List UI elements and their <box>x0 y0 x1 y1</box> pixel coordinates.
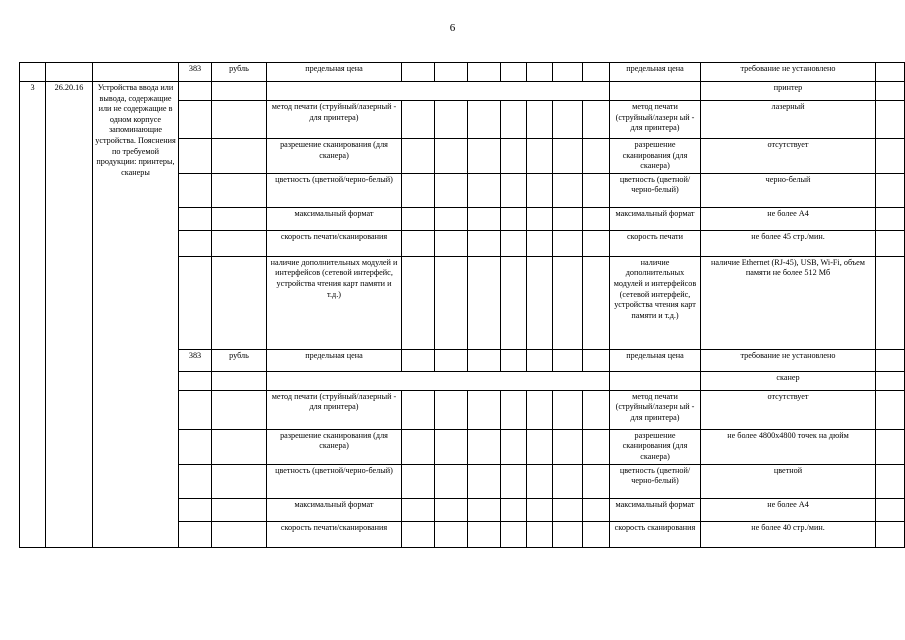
characteristic-value: не более 45 стр./мин. <box>701 230 876 256</box>
characteristic-name-2: предельная цена <box>610 349 701 371</box>
characteristic-name-2: цветность (цветной/черно-белый) <box>610 464 701 498</box>
empty-cell <box>501 230 527 256</box>
empty-cell <box>402 63 435 82</box>
block-header: сканер <box>701 371 876 390</box>
empty-cell <box>212 371 267 390</box>
empty-cell <box>583 63 610 82</box>
empty-cell <box>553 498 583 521</box>
characteristic-name-2: максимальный формат <box>610 498 701 521</box>
empty-cell <box>212 390 267 429</box>
okpd2-code: 26.20.16 <box>46 82 93 548</box>
empty-cell <box>179 390 212 429</box>
characteristic-value: требование не установлено <box>701 63 876 82</box>
empty-cell <box>876 498 905 521</box>
characteristic-name-2: разрешение сканирования (для сканера) <box>610 429 701 464</box>
empty-cell <box>527 464 553 498</box>
characteristic-name: скорость печати/сканирования <box>267 230 402 256</box>
empty-cell <box>179 256 212 349</box>
empty-cell <box>402 390 435 429</box>
characteristic-value: не более А4 <box>701 207 876 230</box>
characteristic-value: цветной <box>701 464 876 498</box>
empty-cell <box>553 139 583 174</box>
okei-code: 383 <box>179 63 212 82</box>
empty-cell <box>179 230 212 256</box>
empty-cell <box>501 139 527 174</box>
empty-cell <box>435 521 468 547</box>
empty-cell <box>468 498 501 521</box>
empty-cell <box>179 82 212 101</box>
empty-cell <box>179 371 212 390</box>
empty-cell <box>402 139 435 174</box>
characteristic-name: цветность (цветной/черно-белый) <box>267 464 402 498</box>
empty-cell <box>501 173 527 207</box>
spacer-cell <box>267 371 610 390</box>
block-header: принтер <box>701 82 876 101</box>
empty-cell <box>402 498 435 521</box>
empty-cell <box>435 349 468 371</box>
empty-cell <box>179 429 212 464</box>
empty-cell <box>553 173 583 207</box>
empty-cell <box>876 256 905 349</box>
empty-cell <box>501 498 527 521</box>
empty-cell <box>527 207 553 230</box>
empty-cell <box>468 464 501 498</box>
empty-cell <box>46 63 93 82</box>
empty-cell <box>553 101 583 139</box>
empty-cell <box>583 498 610 521</box>
empty-cell <box>212 498 267 521</box>
empty-cell <box>402 521 435 547</box>
empty-cell <box>435 101 468 139</box>
empty-cell <box>527 173 553 207</box>
empty-cell <box>527 429 553 464</box>
empty-cell <box>435 464 468 498</box>
empty-cell <box>876 429 905 464</box>
empty-cell <box>179 101 212 139</box>
empty-cell <box>402 230 435 256</box>
empty-cell <box>435 256 468 349</box>
empty-cell <box>876 207 905 230</box>
empty-cell <box>583 101 610 139</box>
empty-cell <box>501 256 527 349</box>
empty-cell <box>583 230 610 256</box>
characteristic-value: не более А4 <box>701 498 876 521</box>
empty-cell <box>179 139 212 174</box>
empty-cell <box>553 349 583 371</box>
characteristic-value: наличие Ethernet (RJ-45), USB, Wi-Fi, объем памяти не более 512 Мб <box>701 256 876 349</box>
empty-cell <box>435 207 468 230</box>
empty-cell <box>876 464 905 498</box>
characteristic-value: требование не установлено <box>701 349 876 371</box>
empty-cell <box>468 230 501 256</box>
characteristic-value: отсутствует <box>701 390 876 429</box>
characteristic-name: максимальный формат <box>267 207 402 230</box>
characteristic-name: разрешение сканирования (для сканера) <box>267 139 402 174</box>
empty-cell <box>212 101 267 139</box>
item-name: Устройства ввода или вывода, содержащие или не содержащие в одном корпусе запоминающие устройства. Пояснения по требуемой продукции: принтеры, сканеры <box>93 82 179 548</box>
empty-cell <box>876 349 905 371</box>
characteristic-name: предельная цена <box>267 63 402 82</box>
empty-cell <box>527 230 553 256</box>
empty-cell <box>501 101 527 139</box>
empty-cell <box>179 464 212 498</box>
empty-cell <box>553 429 583 464</box>
empty-cell <box>501 464 527 498</box>
empty-cell <box>468 139 501 174</box>
characteristic-name-2: цветность (цветной/черно-белый) <box>610 173 701 207</box>
empty-cell <box>468 207 501 230</box>
empty-cell <box>501 63 527 82</box>
empty-cell <box>583 349 610 371</box>
empty-cell <box>468 521 501 547</box>
empty-cell <box>435 390 468 429</box>
empty-cell <box>179 498 212 521</box>
characteristic-name: наличие дополнительных модулей и интерфейсов (сетевой интерфейс, устройства чтения карт памяти и т.д.) <box>267 256 402 349</box>
empty-cell <box>501 521 527 547</box>
empty-cell <box>583 256 610 349</box>
table-row <box>20 63 905 82</box>
empty-cell <box>527 521 553 547</box>
empty-cell <box>179 173 212 207</box>
empty-cell <box>468 256 501 349</box>
characteristic-name-2: метод печати (струйный/лазерн ый - для принтера) <box>610 101 701 139</box>
empty-cell <box>435 498 468 521</box>
empty-cell <box>501 390 527 429</box>
empty-cell <box>212 82 267 101</box>
empty-cell <box>212 521 267 547</box>
spacer-cell <box>267 82 610 101</box>
characteristic-value: отсутствует <box>701 139 876 174</box>
empty-cell <box>583 521 610 547</box>
empty-cell <box>435 429 468 464</box>
empty-cell <box>468 349 501 371</box>
empty-cell <box>553 63 583 82</box>
empty-cell <box>553 207 583 230</box>
empty-cell <box>876 371 905 390</box>
empty-cell <box>610 371 701 390</box>
characteristic-name: скорость печати/сканирования <box>267 521 402 547</box>
empty-cell <box>402 349 435 371</box>
empty-cell <box>876 82 905 101</box>
characteristic-value: не более 4800x4800 точек на дюйм <box>701 429 876 464</box>
empty-cell <box>212 464 267 498</box>
empty-cell <box>876 173 905 207</box>
empty-cell <box>553 256 583 349</box>
empty-cell <box>527 349 553 371</box>
empty-cell <box>527 256 553 349</box>
empty-cell <box>468 390 501 429</box>
empty-cell <box>527 101 553 139</box>
empty-cell <box>20 63 46 82</box>
empty-cell <box>212 173 267 207</box>
characteristic-name-2: максимальный формат <box>610 207 701 230</box>
empty-cell <box>402 429 435 464</box>
empty-cell <box>501 207 527 230</box>
requirements-table <box>19 62 905 548</box>
empty-cell <box>876 390 905 429</box>
empty-cell <box>553 390 583 429</box>
empty-cell <box>212 139 267 174</box>
page-number: 6 <box>449 22 456 34</box>
unit-name: рубль <box>212 63 267 82</box>
characteristic-name: цветность (цветной/черно-белый) <box>267 173 402 207</box>
empty-cell <box>876 139 905 174</box>
characteristic-name-2: скорость печати <box>610 230 701 256</box>
empty-cell <box>212 256 267 349</box>
empty-cell <box>402 173 435 207</box>
empty-cell <box>583 173 610 207</box>
empty-cell <box>435 173 468 207</box>
characteristic-value: черно-белый <box>701 173 876 207</box>
empty-cell <box>402 464 435 498</box>
empty-cell <box>501 349 527 371</box>
empty-cell <box>212 230 267 256</box>
empty-cell <box>527 139 553 174</box>
empty-cell <box>553 230 583 256</box>
characteristic-name: предельная цена <box>267 349 402 371</box>
characteristic-name: метод печати (струйный/лазерный - для принтера) <box>267 101 402 139</box>
empty-cell <box>435 63 468 82</box>
empty-cell <box>402 256 435 349</box>
empty-cell <box>553 464 583 498</box>
empty-cell <box>876 101 905 139</box>
characteristic-name-2: разрешение сканирования (для сканера) <box>610 139 701 174</box>
empty-cell <box>212 207 267 230</box>
empty-cell <box>553 521 583 547</box>
empty-cell <box>468 173 501 207</box>
characteristic-name-2: наличие дополнительных модулей и интерфейсов (сетевой интерфейс, устройства чтения карт памяти и т.д.) <box>610 256 701 349</box>
empty-cell <box>527 390 553 429</box>
empty-cell <box>583 207 610 230</box>
empty-cell <box>179 521 212 547</box>
empty-cell <box>583 390 610 429</box>
item-number: 3 <box>20 82 46 548</box>
characteristic-value: лазерный <box>701 101 876 139</box>
empty-cell <box>468 63 501 82</box>
empty-cell <box>402 101 435 139</box>
table-row <box>20 82 905 101</box>
empty-cell <box>93 63 179 82</box>
characteristic-value: не более 40 стр./мин. <box>701 521 876 547</box>
empty-cell <box>527 63 553 82</box>
unit-name: рубль <box>212 349 267 371</box>
empty-cell <box>468 429 501 464</box>
empty-cell <box>876 521 905 547</box>
empty-cell <box>583 464 610 498</box>
empty-cell <box>583 429 610 464</box>
characteristic-name: разрешение сканирования (для сканера) <box>267 429 402 464</box>
okei-code: 383 <box>179 349 212 371</box>
empty-cell <box>583 139 610 174</box>
empty-cell <box>212 429 267 464</box>
empty-cell <box>610 82 701 101</box>
characteristic-name: метод печати (струйный/лазерный - для принтера) <box>267 390 402 429</box>
empty-cell <box>402 207 435 230</box>
empty-cell <box>435 139 468 174</box>
empty-cell <box>435 230 468 256</box>
characteristic-name: максимальный формат <box>267 498 402 521</box>
characteristic-name-2: скорость сканирования <box>610 521 701 547</box>
empty-cell <box>527 498 553 521</box>
empty-cell <box>468 101 501 139</box>
empty-cell <box>179 207 212 230</box>
empty-cell <box>501 429 527 464</box>
empty-cell <box>876 230 905 256</box>
characteristic-name-2: метод печати (струйный/лазерн ый - для принтера) <box>610 390 701 429</box>
characteristic-name-2: предельная цена <box>610 63 701 82</box>
empty-cell <box>876 63 905 82</box>
